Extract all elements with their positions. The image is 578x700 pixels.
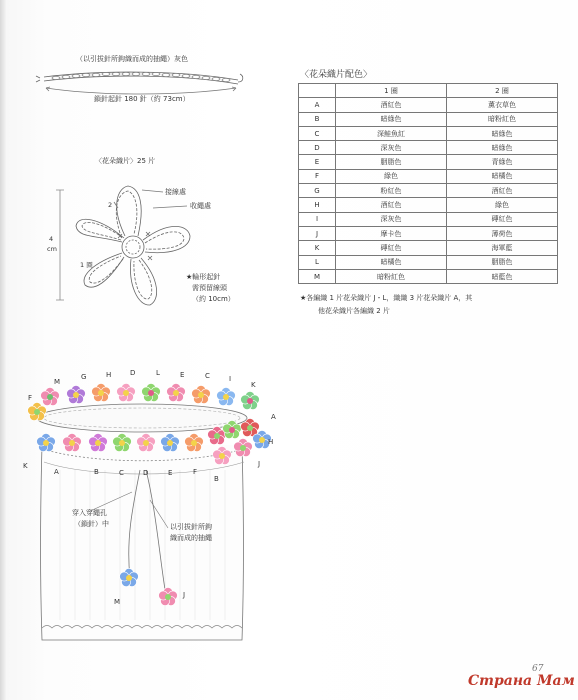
height-number: 4 [49,235,54,243]
crochet-flower [92,383,111,401]
color-table-key-cell: C [299,126,336,140]
color-table-row [299,155,558,169]
color-table-row [299,112,558,126]
color-table [298,83,558,284]
pendant-letter-1: J [183,591,186,599]
start-note-2: 需預留線頭 [192,284,227,292]
bag-letter-bottom-5: F [193,468,198,476]
round-2-label: 2 [108,201,113,209]
bag-letter-bottom-3: D [143,469,149,477]
crochet-flower [241,391,260,409]
color-table-row [299,98,558,112]
page-number: 67 [532,664,544,674]
bag-letter-left-0: F [28,394,33,402]
color-table-key-cell: J [299,226,336,240]
start-note-3: （約 10cm） [192,295,235,303]
chain-cord-drawing [36,72,243,94]
color-table-color-cell: 綠色 [447,198,558,212]
crochet-flower [117,383,136,401]
color-table-color-cell: 海軍藍 [447,241,558,255]
cord-caption: 鎖針起針 180 針（約 73cm） [94,95,190,103]
bag-letter-bottom-1: B [94,468,99,476]
flower-motif-drawing [56,186,190,305]
crochet-flower [41,387,60,405]
pendant-letter-0: M [114,598,121,606]
crochet-flower [234,438,253,456]
crochet-flower [161,433,180,451]
color-table-row [299,269,558,283]
cord-label-1: 以引拔針所鉤 [170,523,212,531]
color-table-row [299,198,558,212]
color-table-note [300,292,472,318]
color-table-color-cell: 暗綠色 [336,112,447,126]
color-table-key-cell: L [299,255,336,269]
color-table-key-cell: H [299,198,336,212]
bag-letter-top-6: C [205,372,210,380]
color-table-color-cell: 深灰色 [336,141,447,155]
bag-letter-bottom-2: C [119,469,124,477]
color-table-row [299,184,558,198]
crochet-flower [137,433,156,451]
color-table-key-cell: A [299,98,336,112]
color-table-header-cell [299,84,336,98]
crochet-flower [192,385,211,403]
color-table-color-cell: 酒紅色 [336,98,447,112]
height-unit: cm [47,245,57,253]
watermark: Страна Мам [468,673,575,689]
crochet-flower [142,383,161,401]
color-table-title: 〈花朵織片配色〉 [300,70,373,80]
color-table-color-cell: 暗粉紅色 [336,269,447,283]
color-table-row [299,255,558,269]
color-table-key-cell: I [299,212,336,226]
crochet-flower [63,433,82,451]
color-table-color-cell: 暗橘色 [336,255,447,269]
color-table-color-cell: 暗綠色 [447,141,558,155]
cord-label-2: 織而成的抽繩 [170,534,212,542]
color-table-header [299,84,558,98]
color-table-color-cell: 胭脂色 [336,155,447,169]
bag-letter-top-8: K [251,381,256,389]
crochet-flower [185,433,204,451]
bag-letter-bottom-6: B [214,475,219,483]
bag-letter-top-7: I [229,375,232,383]
crochet-flower [37,433,56,451]
color-table-key-cell: D [299,141,336,155]
bag-letter-top-2: H [106,371,112,379]
join-label: 接線處 [165,188,186,196]
color-table-row [299,241,558,255]
bag-letter-bottom-4: E [168,469,173,477]
crochet-flower [89,433,108,451]
bag-letter-right-1: H [268,438,274,446]
round-1-label: 1 圈 [80,261,93,269]
color-table-color-cell: 薄荷色 [447,226,558,240]
start-note-1: ★輪形起針 [186,273,221,281]
color-table-color-cell: 磚紅色 [336,241,447,255]
color-table-key-cell: B [299,112,336,126]
bag-letter-top-5: E [180,371,185,379]
color-table-color-cell: 暗橘色 [447,169,558,183]
thread-label-2: （鎖針）中 [74,520,109,528]
color-table-color-cell: 摩卡色 [336,226,447,240]
bag-letter-right-0: A [271,413,276,421]
crochet-flower [217,387,236,405]
crochet-flower [113,433,132,451]
bag-letter-bottom-0: A [54,468,59,476]
color-table-key-cell: G [299,184,336,198]
bag-letter-top-4: L [156,369,160,377]
color-table-color-cell: 粉紅色 [336,184,447,198]
color-table-row [299,212,558,226]
color-table-color-cell: 綠色 [336,169,447,183]
cord-title: （以引拔針所鉤織而成的抽繩）灰色 [76,55,188,63]
color-table-row [299,169,558,183]
crochet-flower [167,383,186,401]
color-table-key-cell: K [299,241,336,255]
note-line-1: ★各編織 1 片花朵織片 J・L，織織 3 片花朵織片 A，其 [300,294,473,302]
color-table-row [299,141,558,155]
color-table-color-cell: 深灰色 [336,212,447,226]
color-table-key-cell: F [299,169,336,183]
bag-letter-top-0: M [54,378,61,386]
finish-label: 收繩處 [190,202,211,210]
bag-letter-top-3: D [130,369,136,377]
color-table-color-cell: 深鮭魚紅 [336,126,447,140]
color-table-key-cell: E [299,155,336,169]
bag-letter-right-2: J [258,460,261,468]
color-table-row [299,226,558,240]
color-table-header-cell: 1 圈 [336,84,447,98]
crochet-flower [67,385,86,403]
color-table-row [299,126,558,140]
color-table-color-cell: 磚紅色 [447,212,558,226]
color-table-color-cell: 酒紅色 [336,198,447,212]
color-table-color-cell: 青綠色 [447,155,558,169]
bag-letter-left-1: K [23,462,28,470]
color-table-color-cell: 酒紅色 [447,184,558,198]
flower-motif-title: 〈花朵織片〉25 片 [95,157,156,165]
color-table-color-cell: 暗粉紅色 [447,112,558,126]
color-table-color-cell: 暗藍色 [447,269,558,283]
color-table-color-cell: 暗綠色 [447,126,558,140]
color-table-key-cell: M [299,269,336,283]
bag-letter-top-1: G [81,373,87,381]
color-table-color-cell: 胭脂色 [447,255,558,269]
thread-label-1: 穿入穿繩孔 [72,509,107,517]
crochet-flower [28,402,47,420]
note-line-2: 他花朵織片各編織 2 片 [318,307,390,315]
color-table-header-cell: 2 圈 [447,84,558,98]
color-table-color-cell: 薰衣草色 [447,98,558,112]
